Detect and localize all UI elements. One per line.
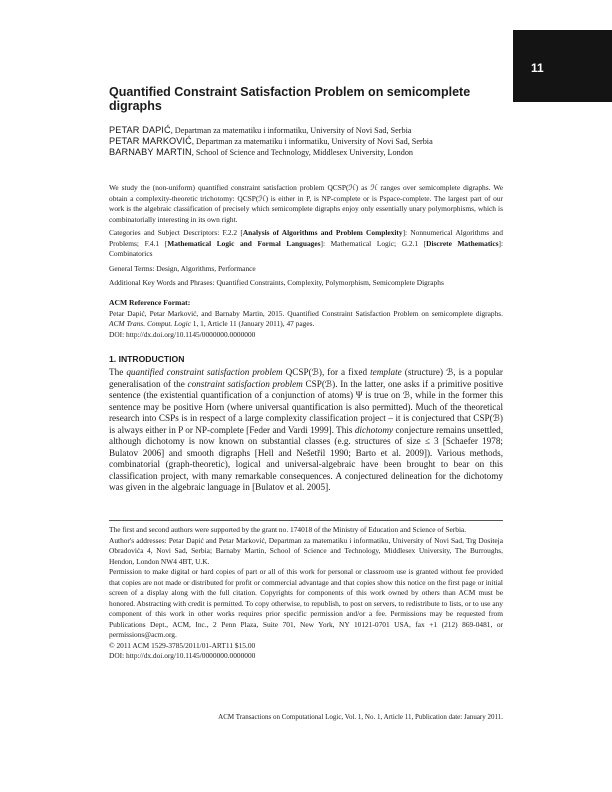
acm-reference-heading: ACM Reference Format: xyxy=(109,298,191,307)
ccs-category: Discrete Mathematics xyxy=(426,238,499,248)
intro-text: QCSP(ℬ), for a fixed xyxy=(282,367,371,377)
ccs-subcategory: ]: Combinatorics xyxy=(109,238,504,258)
acm-reference-details: 1, 1, Article 11 (January 2011), 47 pages. xyxy=(190,319,315,328)
ccs-descriptors xyxy=(109,228,503,260)
ccs-category: Mathematical Logic and Formal Languages xyxy=(167,238,321,248)
general-terms xyxy=(109,264,503,275)
author-affiliation: , Departman za matematiku i informatiku, University of Novi Sad, Serbia xyxy=(170,126,412,135)
page-number: 11 xyxy=(531,61,544,75)
keywords-text: Additional Key Words and Phrases: Quantified Constraints, Complexity, Polymorphism, Semicomplete Digraphs xyxy=(109,278,444,287)
general-terms-text: General Terms: Design, Algorithms, Performance xyxy=(109,264,256,273)
author-list xyxy=(109,125,509,158)
intro-text: CSP(ℬ). In the latter, one asks if a primitive positive sentence (the existential quantification of a conjunction of atoms) Ψ is true on ℬ, while in the former this sentence may be positive Horn (where universal quantification is also permitted). Much of the theoretical research into CSPs is in respect of a large complexity classification project – it is conjectured that CSP(ℬ) is always either in P or NP-complete [Feder and Vardi 1999]. This xyxy=(109,378,503,435)
footnote-addresses: Author's addresses: Petar Dapić and Petar Marković, Departman za matematiku i informatiku, University of Novi Sad, Trg Dositeja Obradovića 4, Novi Sad, Serbia; Barnaby Martin, School of Science and Technology, Middlesex University, The Burroughs, Hendon, London NW4 4BT, U.K. xyxy=(109,535,503,566)
section-title: INTRODUCTION xyxy=(118,354,185,364)
intro-emphasis: quantified constraint satisfaction problem xyxy=(126,367,283,377)
author-name: PETAR MARKOVIĆ xyxy=(109,136,192,146)
acm-reference-doi: DOI: http://dx.doi.org/10.1145/0000000.0000000 xyxy=(109,329,256,339)
footnotes xyxy=(109,525,503,662)
paper-title: Quantified Constraint Satisfaction Problem on semicomplete digraphs xyxy=(109,85,471,113)
ccs-label: Categories and Subject Descriptors: xyxy=(109,228,223,237)
section-number: 1. xyxy=(109,354,117,364)
ccs-subcategory: ]: Mathematical Logic; xyxy=(320,238,402,248)
intro-emphasis: dichotomy xyxy=(354,424,394,435)
abstract xyxy=(109,183,503,225)
intro-paragraph xyxy=(109,367,503,494)
ccs-code: F.4.1 [ xyxy=(144,238,168,248)
footnote-doi: DOI: http://dx.doi.org/10.1145/0000000.0000000 xyxy=(109,651,256,660)
acm-reference-journal: ACM Trans. Comput. Logic xyxy=(109,319,191,328)
author-name: BARNABY MARTIN xyxy=(109,147,192,157)
author-line xyxy=(109,136,509,147)
footnote-funding: The first and second authors were supported by the grant no. 174018 of the Ministry of Education and Science of Serbia. xyxy=(109,525,467,534)
intro-emphasis: template xyxy=(370,367,402,377)
ccs-code: G.2.1 [ xyxy=(401,238,427,248)
intro-text: conjecture remains unsettled, although dichotomy is now known on substantial classes (e.g. structures of size ≤ 3 [Schaefer 1978; Bulatov 2006] and smooth digraphs [Hell and Nešetřil 1990; Barto et al. 2009]). Various methods, combinatorial (graph-theoretic), logical and universal-algebraic have been brought to bear on this classification project, with many remarkable consequences. A conjectured delineation for the dichotomy was given in the algebraic language in [Bulatov et al. 2005]. xyxy=(109,424,503,492)
author-name: PETAR DAPIĆ xyxy=(109,125,171,135)
keywords xyxy=(109,278,503,289)
author-affiliation: , Departman za matematiku i informatiku, University of Novi Sad, Serbia xyxy=(191,137,433,146)
footnote-permission: Permission to make digital or hard copies of part or all of this work for personal or classroom use is granted without fee provided that copies are not made or distributed for profit or commercial advantage and that copies show this notice on the first page or initial screen of a display along with the full citation. Copyrights for components of this work owned by others than ACM must be honored. Abstracting with credit is permitted. To copy otherwise, to republish, to post on servers, to redistribute to lists, or to use any component of this work in other works requires prior specific permission and/or a fee. Permissions may be requested from Publications Dept., ACM, Inc., 2 Penn Plaza, Suite 701, New York, NY 10121-0701 USA, fax +1 (212) 869-0481, or permissions@acm.org. xyxy=(109,567,503,639)
intro-text: The xyxy=(109,367,127,377)
intro-text: (structure) ℬ, is a popular generalisation of the xyxy=(109,367,503,389)
footnote-divider xyxy=(109,520,503,521)
acm-reference xyxy=(109,298,503,340)
abstract-text: We study the (non-uniform) quantified constraint satisfaction problem QCSP(ℋ) as ℋ ranges over semicomplete digraphs. We obtain a complexity-theoretic trichotomy: QCSP(ℋ) is either in P, is NP-complete or is Pspace-complete. The largest part of our work is the algebraic classification of precisely which semicomplete digraphs enjoy only essentially unary polymorphisms, which is combinatorially interesting in its own right. xyxy=(109,183,503,224)
author-line xyxy=(109,125,509,136)
author-line xyxy=(109,147,509,158)
page-number-tab xyxy=(513,30,612,102)
footnote-copyright: © 2011 ACM 1529-3785/2011/01-ART11 $15.00 xyxy=(109,640,256,650)
intro-emphasis: constraint satisfaction problem xyxy=(187,378,303,389)
section-heading xyxy=(109,354,184,364)
author-affiliation: , School of Science and Technology, Middlesex University, London xyxy=(191,148,414,157)
ccs-subcategory: ]: Nonnumerical Algorithms and Problems; xyxy=(109,228,504,248)
ccs-category: Analysis of Algorithms and Problem Complexity xyxy=(242,228,403,237)
ccs-code: F.2.2 [ xyxy=(222,228,243,237)
page-footer: ACM Transactions on Computational Logic, Vol. 1, No. 1, Article 11, Publication date: January 2011. xyxy=(218,713,503,721)
acm-reference-text: Petar Dapić, Petar Marković, and Barnaby Martin, 2015. Quantified Constraint Satisfaction Problem on semicomplete digraphs. xyxy=(109,308,503,318)
